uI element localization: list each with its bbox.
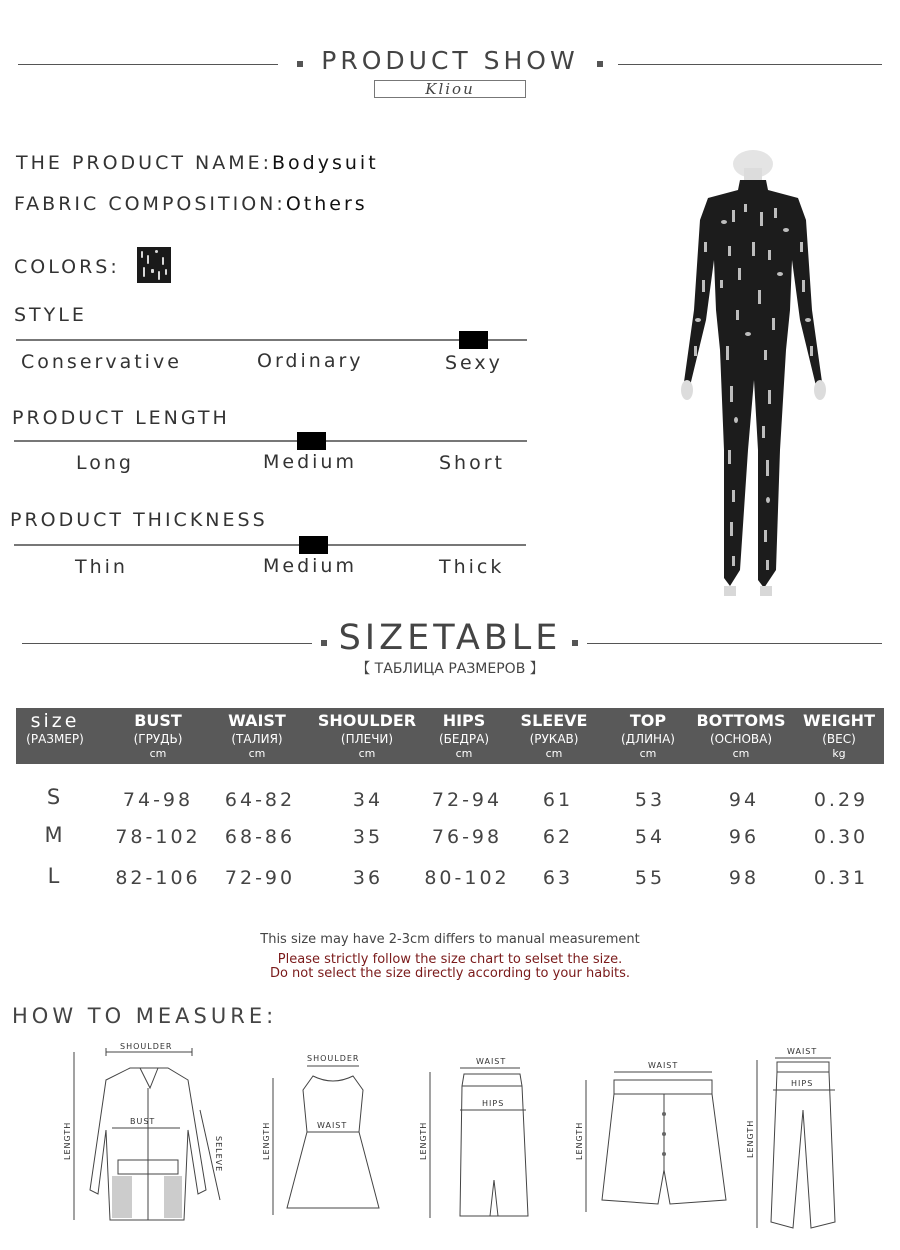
col-header-waist	[212, 708, 302, 760]
col-bottoms-name: BOTTOMS	[696, 711, 786, 730]
cell-bottoms: 98	[728, 867, 760, 889]
cell-waist: 68-86	[224, 826, 296, 848]
dress-measure-diagram	[255, 1040, 385, 1230]
thickness-scale-marker	[299, 536, 328, 554]
cell-hips: 76-98	[431, 826, 503, 848]
pants-hips-label: HIPS	[791, 1079, 814, 1088]
col-size-ru: (РАЗМЕР)	[26, 732, 84, 746]
cell-weight: 0.31	[813, 867, 869, 889]
style-option-ordinary: Ordinary	[257, 350, 364, 372]
cell-hips: 80-102	[424, 867, 510, 889]
dress-waist-label: WAIST	[317, 1121, 348, 1130]
col-header-bottoms	[692, 708, 790, 760]
col-weight-unit: kg	[832, 747, 846, 760]
col-header-top	[606, 708, 690, 760]
cell-waist: 72-90	[224, 867, 296, 889]
cell-bottoms: 94	[728, 789, 760, 811]
colors-label: COLORS:	[14, 256, 120, 278]
cell-sleeve: 63	[542, 867, 574, 889]
col-bottoms-ru: (ОСНОВА)	[709, 732, 773, 746]
length-option-medium: Medium	[263, 451, 357, 473]
col-weight-name: WEIGHT	[803, 711, 875, 730]
size-dot-right	[572, 640, 578, 646]
cell-bust: 74-98	[122, 789, 194, 811]
col-header-shoulder	[313, 708, 421, 760]
cell-weight: 0.29	[813, 789, 869, 811]
skirt-hips-label: HIPS	[482, 1099, 505, 1108]
cell-size: S	[46, 785, 64, 809]
col-hips-name: HIPS	[442, 711, 486, 730]
col-header-size	[16, 708, 94, 747]
cell-shoulder: 36	[352, 867, 384, 889]
col-hips-ru: (БЕДРА)	[439, 732, 489, 746]
style-title: STYLE	[14, 304, 87, 326]
length-scale-track	[14, 440, 527, 442]
jacket-length-label: LENGTH	[63, 1121, 72, 1160]
dress-length-label: LENGTH	[262, 1121, 271, 1160]
col-size-name: size	[30, 710, 80, 732]
col-sleeve-name: SLEEVE	[520, 711, 588, 730]
header-rule-right	[618, 64, 882, 65]
dress-shoulder-label: SHOULDER	[307, 1054, 360, 1063]
col-waist-name: WAIST	[228, 711, 286, 730]
warning-note-1: Please strictly follow the size chart to selset the size.	[277, 952, 623, 967]
cell-top: 54	[634, 826, 666, 848]
page-title: PRODUCT SHOW	[321, 46, 579, 75]
pants-length-label: LENGTH	[746, 1119, 755, 1158]
warning-note-2: Do not select the size directly according to your habits.	[269, 966, 631, 981]
sizetable-title: SIZETABLE	[338, 618, 562, 658]
col-waist-unit: cm	[248, 747, 266, 760]
sizetable-subtitle: 【 ТАБЛИЦА РАЗМЕРОВ 】	[356, 661, 544, 677]
col-shoulder-unit: cm	[358, 747, 376, 760]
style-scale-marker	[459, 331, 488, 349]
cell-shoulder: 35	[352, 826, 384, 848]
col-bottoms-unit: cm	[732, 747, 750, 760]
col-hips-unit: cm	[455, 747, 473, 760]
cell-bust: 82-106	[115, 867, 201, 889]
cell-shoulder: 34	[352, 789, 384, 811]
col-bust-unit: cm	[149, 747, 167, 760]
thickness-option-thick: Thick	[439, 556, 505, 578]
product-name-label: THE PRODUCT NAME:	[16, 152, 273, 174]
length-title: PRODUCT LENGTH	[12, 407, 230, 429]
skirt-length-label: LENGTH	[419, 1121, 428, 1160]
thickness-option-thin: Thin	[75, 556, 128, 578]
cell-sleeve: 61	[542, 789, 574, 811]
cell-top: 53	[634, 789, 666, 811]
size-rule-right	[587, 643, 882, 644]
cell-weight: 0.30	[813, 826, 869, 848]
thickness-option-medium: Medium	[263, 555, 357, 577]
cell-bust: 78-102	[115, 826, 201, 848]
product-photo	[640, 150, 860, 600]
cell-top: 55	[634, 867, 666, 889]
cell-size: L	[47, 864, 63, 888]
col-header-sleeve	[512, 708, 596, 760]
cell-sleeve: 62	[542, 826, 574, 848]
col-header-bust	[114, 708, 202, 760]
shorts-measure-diagram	[570, 1040, 730, 1230]
jacket-shoulder-label: SHOULDER	[120, 1042, 173, 1051]
jacket-bust-label: BUST	[130, 1117, 156, 1126]
header-dot-right	[597, 61, 603, 67]
product-name-value: Bodysuit	[272, 152, 379, 174]
pants-measure-diagram	[745, 1040, 865, 1235]
col-header-weight	[798, 708, 880, 760]
thickness-scale-track	[14, 544, 526, 546]
how-to-measure-title: HOW TO MEASURE:	[12, 1004, 278, 1028]
col-sleeve-unit: cm	[545, 747, 563, 760]
col-top-name: TOP	[629, 711, 667, 730]
col-shoulder-name: SHOULDER	[317, 711, 417, 730]
size-table-header	[16, 708, 884, 764]
thickness-title: PRODUCT THICKNESS	[10, 509, 268, 531]
cell-hips: 72-94	[431, 789, 503, 811]
col-shoulder-ru: (ПЛЕЧИ)	[340, 732, 394, 746]
color-swatch-black[interactable]	[137, 247, 171, 283]
fabric-composition	[14, 193, 368, 215]
shorts-waist-label: WAIST	[648, 1061, 679, 1070]
brand-label: Kliou	[374, 80, 526, 98]
shorts-length-label: LENGTH	[575, 1121, 584, 1160]
length-scale-marker	[297, 432, 326, 450]
length-option-long: Long	[76, 452, 134, 474]
col-bust-name: BUST	[134, 711, 182, 730]
col-weight-ru: (ВЕС)	[822, 732, 856, 746]
cell-waist: 64-82	[224, 789, 296, 811]
fabric-label: FABRIC COMPOSITION:	[14, 193, 286, 215]
product-name	[16, 152, 379, 174]
fabric-value: Others	[285, 193, 368, 215]
style-scale-track	[16, 339, 527, 341]
skirt-measure-diagram	[410, 1040, 540, 1230]
skirt-waist-label: WAIST	[476, 1057, 507, 1066]
measurement-note: This size may have 2-3cm differs to manual measurement	[260, 932, 640, 947]
cell-size: M	[44, 823, 66, 847]
length-option-short: Short	[439, 452, 505, 474]
col-sleeve-ru: (РУКАВ)	[529, 732, 579, 746]
col-top-unit: cm	[639, 747, 657, 760]
col-bust-ru: (ГРУДЬ)	[133, 732, 183, 746]
cell-bottoms: 96	[728, 826, 760, 848]
pants-waist-label: WAIST	[787, 1047, 818, 1056]
col-top-ru: (ДЛИНА)	[621, 732, 675, 746]
jacket-measure-diagram	[60, 1040, 230, 1230]
col-header-hips	[422, 708, 506, 760]
style-option-conservative: Conservative	[21, 351, 182, 373]
jacket-selleve-label: SELEVE	[214, 1136, 223, 1173]
col-waist-ru: (ТАЛИЯ)	[231, 732, 283, 746]
style-option-sexy: Sexy	[445, 352, 503, 374]
